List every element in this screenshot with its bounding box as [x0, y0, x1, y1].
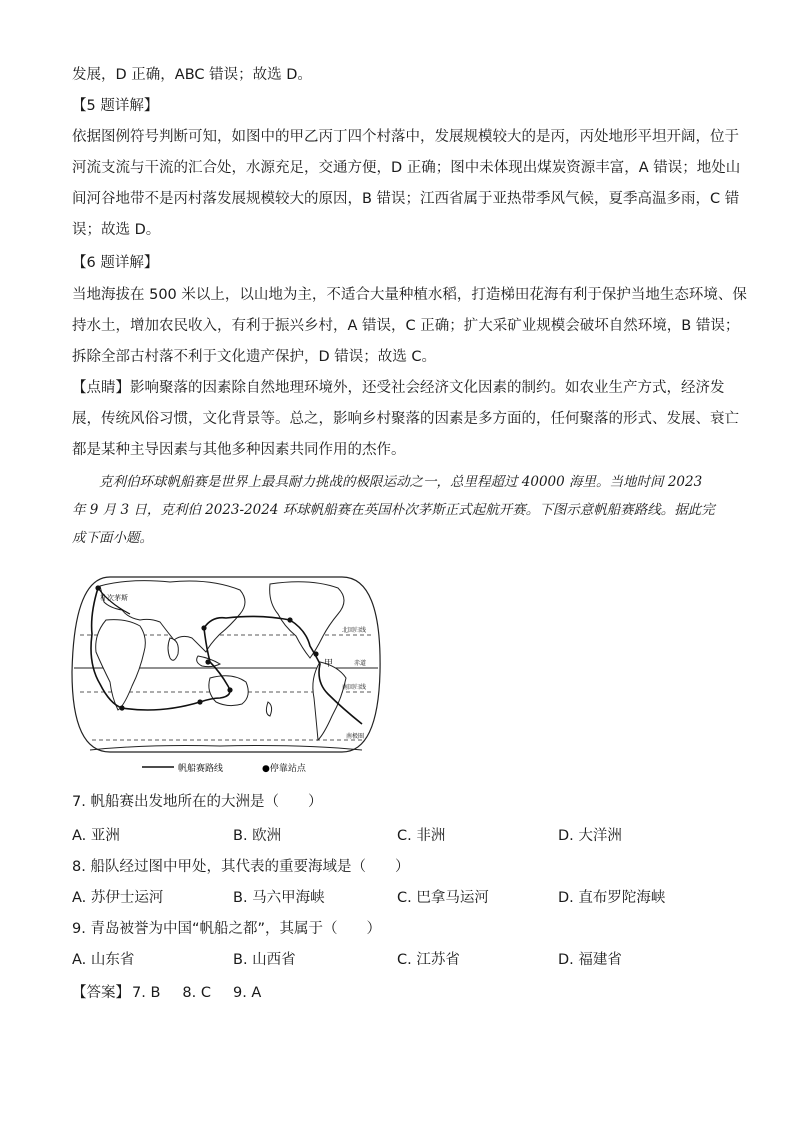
answer-label: 【答案】	[72, 985, 130, 1001]
paragraph-tip	[72, 373, 739, 466]
text-line: 展，传统风俗习惯，文化背景等。总之，影响乡村聚落的因素是多方面的，任何聚落的形式、发展、衰亡	[72, 411, 739, 427]
text-line: 间河谷地带不是丙村落发展规模较大的原因，B 错误；江西省属于亚热带季风气候，夏季高温多雨，C 错	[72, 191, 740, 207]
question-9-option-c[interactable]: C. 江苏省	[397, 952, 460, 968]
stop-point	[119, 705, 124, 710]
question-7-option-d[interactable]: D. 大洋洲	[558, 828, 622, 844]
text-line: 河流支流与干流的汇合处，水源充足，交通方便，D 正确；图中未体现出煤炭资源丰富，A 错误；地处山	[72, 160, 741, 176]
question-8-stem: 8. 船队经过图中甲处，其代表的重要海域是（ ）	[72, 859, 410, 875]
stop-point	[227, 687, 232, 692]
answer-line	[72, 978, 283, 1009]
legend-route-label: 帆船赛路线	[178, 764, 224, 774]
text-line: 发展，D 正确，ABC 错误；故选 D。	[72, 67, 312, 83]
answer-item: 8. C	[182, 985, 211, 1001]
paragraph-sec6	[72, 280, 747, 373]
question-8-option-c[interactable]: C. 巴拿马运河	[397, 890, 489, 906]
label-equator: 赤道	[354, 660, 367, 667]
stop-point	[205, 659, 210, 664]
question-7-option-a[interactable]: A. 亚洲	[72, 828, 120, 844]
text-line: 都是某种主导因素与其他多种因素共同作用的杰作。	[72, 442, 406, 458]
sailing-route-map	[70, 574, 382, 776]
question-9-stem: 9. 青岛被誉为中国“帆船之都”，其属于（ ）	[72, 921, 381, 937]
text-line: 当地海拔在 500 米以上，以山地为主，不适合大量种植水稻，打造梯田花海有利于保护当地生态环境、保	[72, 287, 747, 303]
stop-point	[197, 699, 202, 704]
label-north-tropic: 北回归线	[342, 627, 367, 634]
text-line: 误；故选 D。	[72, 222, 161, 238]
text-line: 拆除全部古村落不利于文化遗产保护，D 错误；故选 C。	[72, 349, 437, 365]
stop-point	[287, 617, 292, 622]
stop-point	[313, 651, 318, 656]
answer-item: 7. B	[132, 985, 161, 1001]
text-line: 克利伯环球帆船赛是世界上最具耐力挑战的极限运动之一，总里程超过 40000 海里。当地时间 2023	[72, 474, 703, 490]
stop-point	[95, 585, 100, 590]
section-heading-6: 【6 题详解】	[72, 255, 159, 271]
question-8-option-a[interactable]: A. 苏伊士运河	[72, 890, 164, 906]
stop-point	[201, 625, 206, 630]
question-7-stem: 7. 帆船赛出发地所在的大洲是（ ）	[72, 794, 323, 810]
question-8-option-b[interactable]: B. 马六甲海峡	[233, 890, 325, 906]
text-line: 持水土，增加农民收入，有利于振兴乡村，A 错误，C 正确；扩大采矿业规模会破坏自然环境，B 错误；	[72, 318, 740, 334]
label-start-city: 朴次茅斯	[100, 594, 128, 602]
section-heading-5: 【5 题详解】	[72, 98, 159, 114]
text-line: 依据图例符号判断可知，如图中的甲乙丙丁四个村落中，发展规模较大的是丙，丙处地形平坦开阔，位于	[72, 129, 739, 145]
paragraph-conclusion	[72, 60, 722, 91]
text-line: 年 9 月 3 日，克利伯 2023-2024 环球帆船赛在英国朴次茅斯正式起航开赛。下图示意帆船赛路线。据此完	[72, 502, 715, 518]
question-9-option-b[interactable]: B. 山西省	[233, 952, 296, 968]
question-7-option-c[interactable]: C. 非洲	[397, 828, 446, 844]
question-8-option-d[interactable]: D. 直布罗陀海峡	[558, 890, 666, 906]
label-antarctic: 南极圈	[346, 733, 365, 740]
question-9-option-d[interactable]: D. 福建省	[558, 952, 622, 968]
answer-item: 9. A	[232, 985, 262, 1001]
text-line: 成下面小题。	[72, 530, 153, 546]
question-9-option-a[interactable]: A. 山东省	[72, 952, 135, 968]
legend-stop-label: ●停靠站点	[262, 764, 306, 774]
label-south-tropic: 南回归线	[342, 684, 367, 691]
question-7-option-b[interactable]: B. 欧洲	[233, 828, 282, 844]
text-line: 【点睛】影响聚落的因素除自然地理环境外，还受社会经济文化因素的制约。如农业生产方式，经济发	[72, 380, 725, 396]
paragraph-intro	[72, 468, 722, 552]
paragraph-sec5	[72, 122, 741, 246]
label-jia: 甲	[324, 659, 334, 669]
